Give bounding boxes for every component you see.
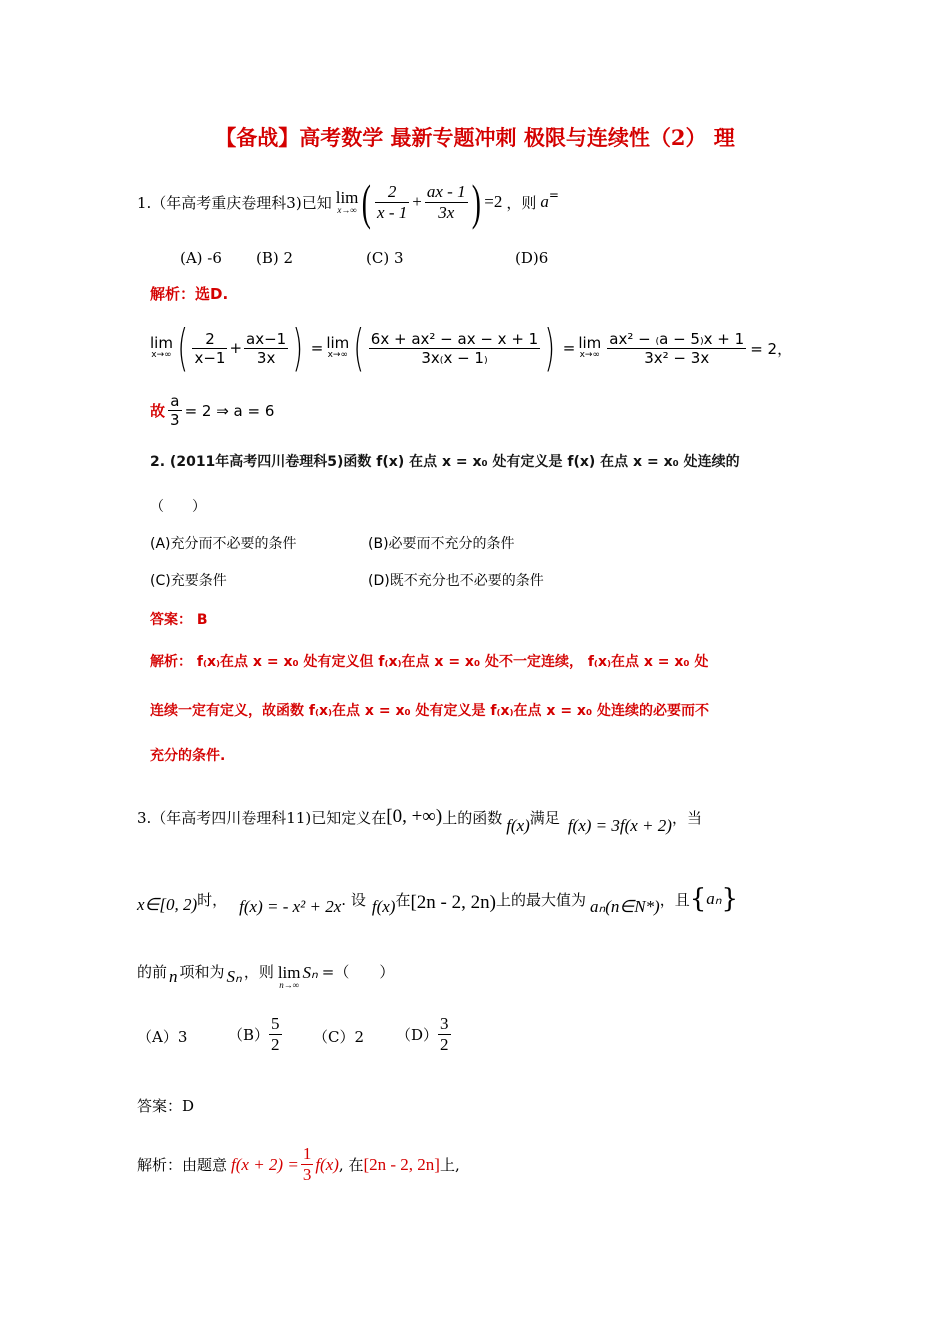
q2-solution-line-3: 充分的条件. [150,748,226,764]
q3-eq-2: f(x) = - x² + 2x [239,897,342,916]
q2-option-c: (C)充要条件 [150,573,227,589]
q2-solution-line-2: 连续一定有定义，故函数 f₍x₎在点 x = x₀ 处有定义是 f₍x₎在点 x = x₀ 处连续的必要而不 [150,703,709,719]
q1-lim: lim x→∞ [335,188,359,215]
q3-lim: lim n→∞ [277,963,301,990]
q2-paren: （ ） [150,499,206,515]
sol1-frac-d: $\frac{\text{ax² − ₍a − 5₎x + 1}}{\text{3x² − 3x}}$ [609,329,745,367]
q3-option-d: （D） $\frac{3}{2}$ [396,1014,449,1054]
q3-line-2: x∈[0, 2) 时， f(x) = - x² + 2x . 设 f(x) 在 [2n - 2, 2n) 上的最大值为 aₙ(n∈N*) ，且 { aₙ } [137,884,739,916]
q3-option-d-fraction: $\frac{3}{2}$ [440,1014,449,1054]
q3-option-a: （A）3 [137,1028,188,1046]
q1-fraction-1: $\frac{2}{x - 1}$ [377,181,408,222]
sol1-lim-3: lim x→∞ [578,334,602,360]
q3-interval-2: [2n - 2, 2n) [410,892,496,913]
sol1-lim-1: lim x→∞ [150,334,173,360]
question-1: 1.（年高考重庆卷理科3)已知 lim x→∞ ( $\frac{2}{x - 1}$ + $\frac{ax - 1}{3x}$ ) =2 ，则 a = [137,174,559,230]
q3-solution-fraction: $\frac{1}{3}$ [302,1144,312,1184]
q2-solution-line-1: 解析： f₍x₎在点 x = x₀ 处有定义但 f₍x₎在点 x = x₀ 处不一定连续， f₍x₎在点 x = x₀ 处 [150,654,709,670]
q3-f-1: f(x) [506,816,530,835]
q3-line-1: 3.（年高考四川卷理科11)已知定义在 [0, +∞) 上的函数 f(x) 满足 f(x) = 3f(x + 2) ，当 [137,806,702,835]
q3-solution: 解析：由题意 f(x + 2) = $\frac{1}{3}$ f(x) , 在 [2n - 2, 2n] 上, [137,1144,460,1184]
q1-left-paren: ( [362,174,372,230]
q1-prefix: 1.（年高考重庆卷理科3)已知 [137,193,332,212]
q2-option-a: (A)充分而不必要的条件 [150,536,297,552]
sol1-lim-2: lim x→∞ [326,334,350,360]
q3-f-2: f(x) [371,897,396,916]
q3-option-b: （B） $\frac{5}{2}$ [228,1014,280,1054]
q3-set-an: aₙ [706,889,722,908]
q1-option-d: (D)6 [515,249,549,267]
q1-limit-expression: lim x→∞ ( $\frac{2}{x - 1}$ + $\frac{ax - 1}{3x}$ ) =2 [335,174,503,230]
q3-interval-1: [0, +∞) [386,806,443,827]
q3-answer: 答案：D [137,1097,195,1115]
sol1-frac-a: $\frac{2}{x-1}$ [194,329,226,367]
sol1-label: 解析：选D. [150,285,229,303]
q2-option-b: (B)必要而不充分的条件 [368,536,515,552]
q3-x-range: x∈[0, 2) [137,895,198,914]
sol1-equation: lim x→∞ ( $\frac{2}{x-1}$ + $\frac{ax-1}{3x}$ ) = lim x→∞ ( $\frac{\text{6x + ax² − ax − x + 1}}{3x_(x - 1_)}$ ) = lim x→∞ $\frac{\text{ax² − ₍a − 5₎x + 1}}{\text{3x² − 3x}}$ = 2， [150,319,793,377]
q3-an: aₙ(n∈N*) [589,897,660,916]
q1-option-c: (C) 3 [366,249,404,267]
q1-right-paren: ) [471,174,481,230]
q3-eq-1: f(x) = 3f(x + 2) [567,816,672,835]
q2-answer: 答案： B [150,612,208,628]
q1-option-b: (B) 2 [256,249,294,267]
page-title: 【备战】高考数学 最新专题冲刺 极限与连续性（2） 理 [215,125,735,150]
sol1-frac-c: $\frac{\text{6x + ax² − ax − x + 1}}{3x_(x - 1_)}$ [370,329,539,367]
sol1-conclusion: 故 $\frac{a}{3}$ = 2 ⇒ a = 6 [150,392,275,429]
sol1-frac-b: $\frac{ax-1}{3x}$ [246,329,287,367]
sol1-frac-g: $\frac{a}{3}$ [170,392,180,429]
q1-option-a: (A) -6 [180,249,222,267]
q2-option-d: (D)既不充分也不必要的条件 [368,573,544,589]
q3-option-c: （C）2 [313,1028,365,1046]
q3-line-3: 的前 n 项和为 Sₙ ，则 lim n→∞ Sₙ =（ ） [137,962,395,990]
q1-fraction-2: $\frac{ax - 1}{3x}$ [426,181,466,222]
q2-text: 2. (2011年高考四川卷理科5)函数 f(x) 在点 x = x₀ 处有定义是 f(x) 在点 x = x₀ 处连续的 [150,454,740,470]
q3-option-b-fraction: $\frac{5}{2}$ [271,1014,280,1054]
